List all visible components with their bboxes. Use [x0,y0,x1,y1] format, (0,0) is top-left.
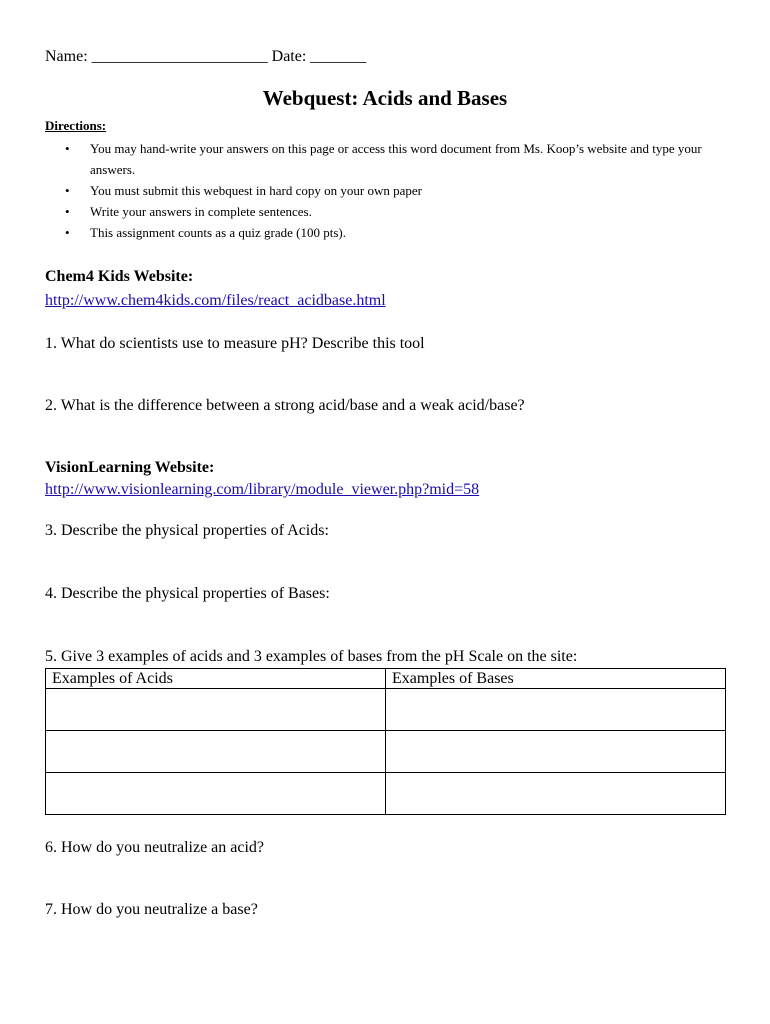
bullet-icon: • [65,183,70,198]
base-example-cell[interactable] [386,773,726,815]
header-bases: Examples of Bases [386,669,726,689]
page-title: Webquest: Acids and Bases [262,86,508,110]
question-6: 6. How do you neutralize an acid? [45,839,265,856]
table-row [46,731,726,773]
directions-item [45,222,735,243]
base-example-cell[interactable] [386,689,726,731]
bullet-icon: • [65,225,70,240]
bullet-icon: • [65,204,70,219]
acid-example-cell[interactable] [46,773,386,815]
acid-example-cell[interactable] [46,689,386,731]
question-2: 2. What is the difference between a strong acid/base and a weak acid/base? [45,397,525,414]
bullet-icon: • [65,141,70,156]
directions-item-text: You may hand-write your answers on this page or access this word document from Ms. Koop’s website and type your answers. [90,141,702,177]
directions-item [45,201,735,222]
question-7: 7. How do you neutralize a base? [45,901,258,918]
chem4kids-heading: Chem4 Kids Website: [45,268,194,285]
directions-item [45,138,735,180]
base-example-cell[interactable] [386,731,726,773]
question-5: 5. Give 3 examples of acids and 3 examples of bases from the pH Scale on the site: [45,648,578,665]
chem4kids-link[interactable]: http://www.chem4kids.com/files/react_acidbase.html [45,292,386,309]
directions-item-text: Write your answers in complete sentences. [90,204,312,219]
name-date-line: Name: ______________________ Date: _______ [45,48,367,65]
question-4: 4. Describe the physical properties of Bases: [45,585,330,602]
acid-example-cell[interactable] [46,731,386,773]
table-row [46,689,726,731]
examples-table [45,668,726,815]
directions-item [45,180,735,201]
directions-item-text: This assignment counts as a quiz grade (100 pts). [90,225,346,240]
table-header-row [46,669,726,689]
visionlearning-heading: VisionLearning Website: [45,459,215,476]
directions-list [45,138,735,243]
directions-item-text: You must submit this webquest in hard copy on your own paper [90,183,422,198]
directions-heading: Directions: [45,118,107,133]
header-acids: Examples of Acids [46,669,386,689]
question-1: 1. What do scientists use to measure pH? Describe this tool [45,335,425,352]
visionlearning-link[interactable]: http://www.visionlearning.com/library/module_viewer.php?mid=58 [45,481,480,498]
question-3: 3. Describe the physical properties of Acids: [45,522,329,539]
table-row [46,773,726,815]
